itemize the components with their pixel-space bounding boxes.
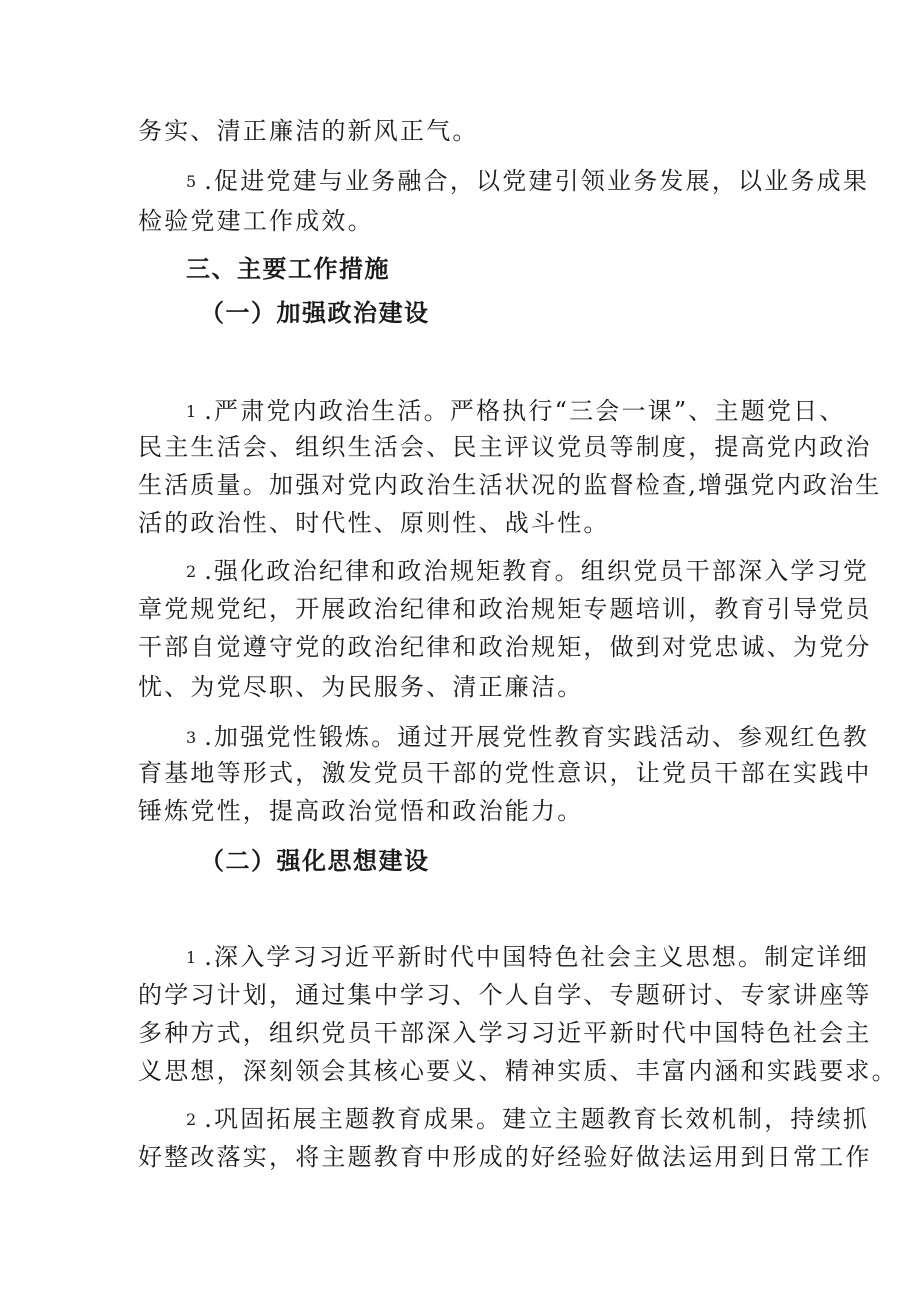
text-line: 好整改落实，将主题教育中形成的好经验好做法运用到日常工作 [138, 1143, 872, 1171]
text-line: 民主生活会、组织生活会、民主评议党员等制度，提高党内政治 [138, 433, 872, 461]
list-item-line: 5 .促进党建与业务融合，以党建引领业务发展，以业务成果 [186, 167, 870, 195]
list-item-line: 1 .严肃党内政治生活。严格执行“三会一课”、主题党日、 [186, 397, 846, 425]
item-number: 2 [186, 562, 197, 581]
text-line: 育基地等形式，激发党员干部的党性意识，让党员干部在实践中 [138, 759, 872, 787]
item-number: 3 [186, 728, 197, 747]
text-line: 锤炼党性，提高政治觉悟和政治能力。 [138, 797, 584, 825]
text-line: 生活质量。加强对党内政治生活状况的监督检查,增强党内政治生 [138, 471, 882, 499]
text-line: 章党规党纪，开展政治纪律和政治规矩专题培训，教育引导党员 [138, 595, 872, 623]
text-line: 忧、为党尽职、为民服务、清正廉洁。 [138, 673, 584, 701]
text-line: 干部自觉遵守党的政治纪律和政治规矩，做到对党忠诚、为党分 [138, 633, 872, 661]
list-item-line: 3 .加强党性锻炼。通过开展党性教育实践活动、参观红色教 [186, 723, 870, 751]
subsection-heading: （一）加强政治建设 [200, 299, 430, 327]
item-number: 1 [186, 948, 197, 967]
text-line: 检验党建工作成效。 [138, 207, 374, 235]
list-item-line: 2 .巩固拓展主题教育成果。建立主题教育长效机制，持续抓 [186, 1105, 870, 1133]
text-line: 多种方式，组织党员干部深入学习习近平新时代中国特色社会主 [138, 1019, 872, 1047]
list-item-line: 2 .强化政治纪律和政治规矩教育。组织党员干部深入学习党 [186, 557, 870, 585]
text-line: 义思想，深刻领会其核心要义、精神实质、丰富内涵和实践要求。 [138, 1057, 898, 1085]
item-number: 2 [186, 1110, 197, 1129]
subsection-heading: （二）强化思想建设 [200, 847, 430, 875]
list-item-line: 1 .深入学习习近平新时代中国特色社会主义思想。制定详细 [186, 943, 870, 971]
item-number: 1 [186, 402, 197, 421]
text-line: 务实、清正廉洁的新风正气。 [138, 117, 479, 145]
text-line: 活的政治性、时代性、原则性、战斗性。 [138, 509, 610, 537]
section-heading: 三、主要工作措施 [186, 255, 390, 283]
item-number: 5 [186, 172, 197, 191]
text-line: 的学习计划，通过集中学习、个人自学、专题研讨、专家讲座等 [138, 981, 872, 1009]
